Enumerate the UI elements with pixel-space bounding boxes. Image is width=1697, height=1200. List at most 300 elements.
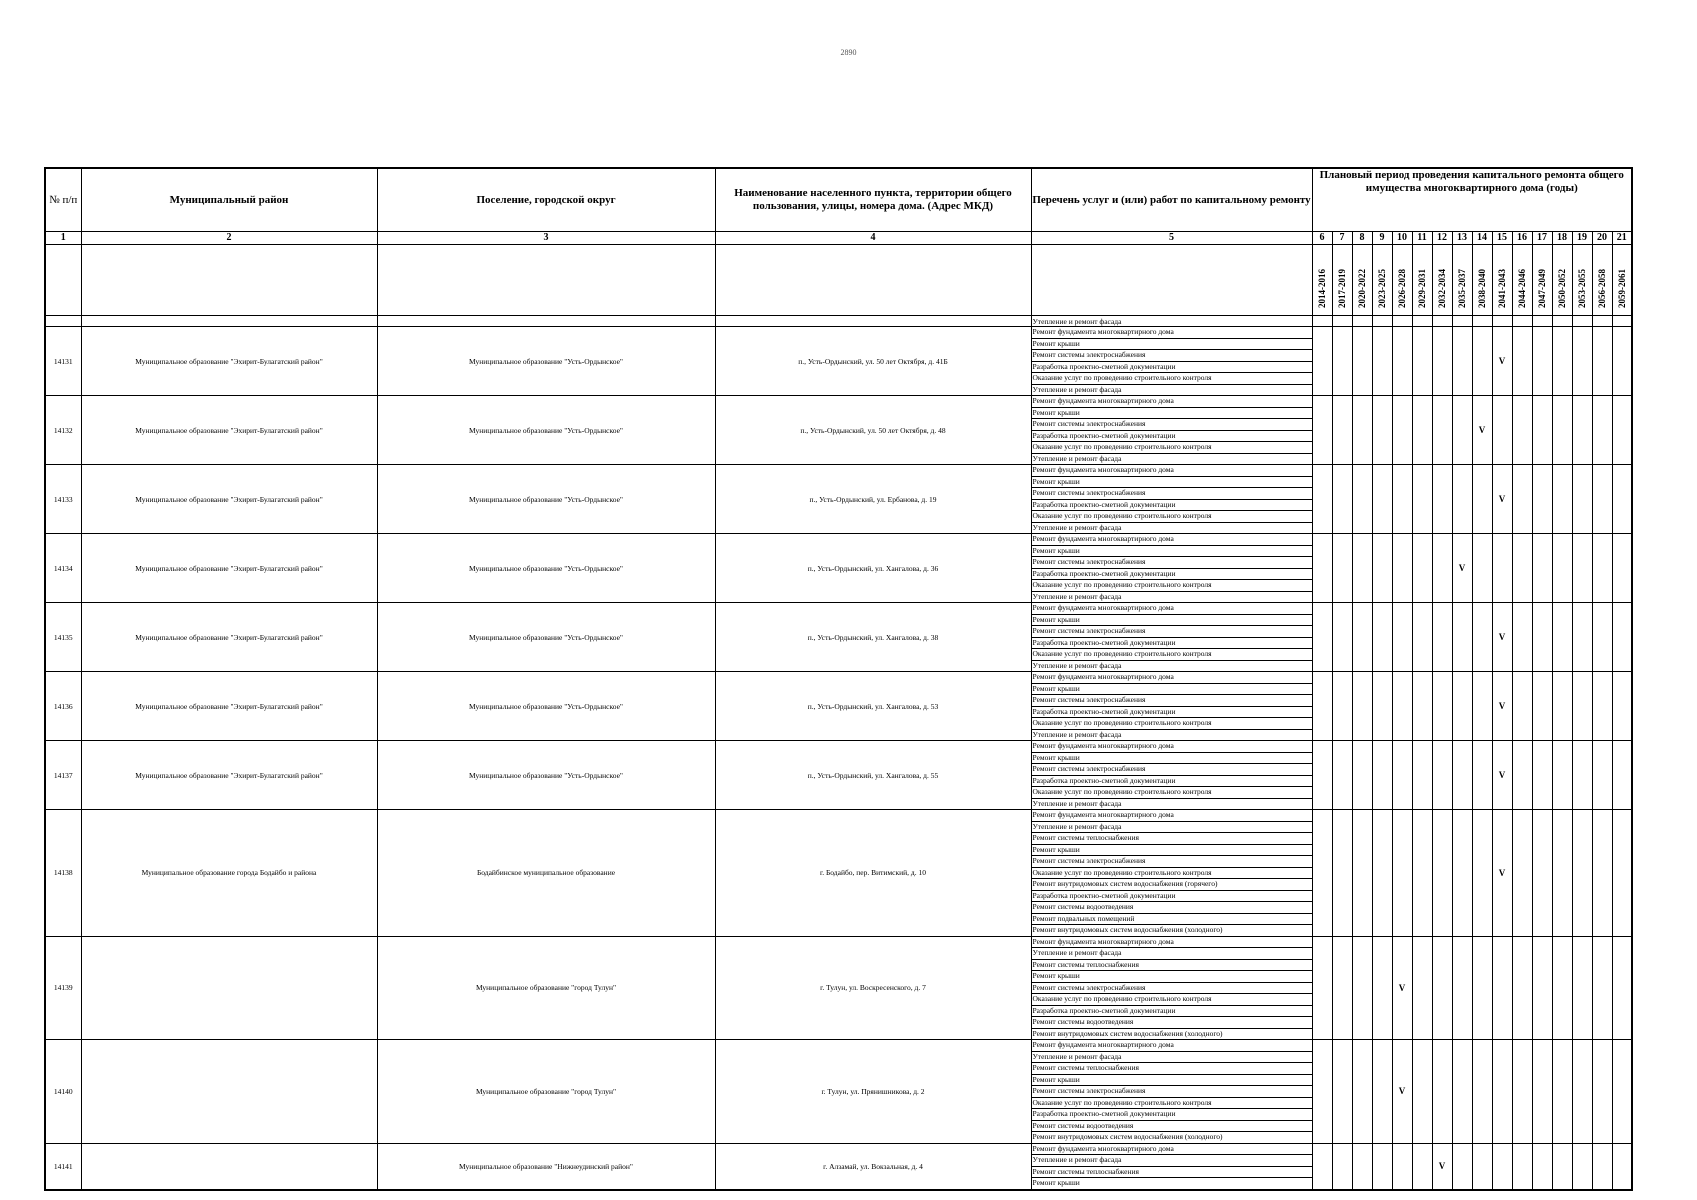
work-item: Ремонт системы электроснабжения	[1032, 695, 1312, 707]
period-cell	[1572, 936, 1592, 1040]
district-cell	[81, 1040, 377, 1144]
header-plan-period: Плановый период проведения капитального ремонта общего имущества многоквартирного дома (годы)	[1312, 168, 1632, 232]
period-label-cell	[1612, 245, 1632, 316]
work-item: Разработка проектно-сметной документации	[1032, 569, 1312, 581]
period-cell	[1312, 672, 1332, 741]
row-number: 14136	[45, 672, 81, 741]
period-cell	[1412, 936, 1432, 1040]
period-cell	[1432, 1040, 1452, 1144]
settlement-cell: Муниципальное образование "Усть-Ордынское"	[377, 327, 715, 396]
work-item: Ремонт внутридомовых систем водоснабжения (холодного)	[1032, 925, 1223, 934]
period-label-cell	[1492, 245, 1512, 316]
period-cell	[1592, 936, 1612, 1040]
empty-cell	[1532, 316, 1552, 327]
work-item: Разработка проектно-сметной документации	[1032, 1006, 1312, 1018]
empty-cell	[1512, 316, 1532, 327]
planned-period-mark: V	[1492, 327, 1512, 396]
period-cell	[1332, 534, 1352, 603]
work-item: Ремонт системы электроснабжения	[1032, 1086, 1312, 1098]
period-label-cell	[1472, 245, 1492, 316]
period-cell	[1352, 1143, 1372, 1190]
column-number: 19	[1572, 232, 1592, 245]
period-label: 2041-2043	[1496, 269, 1507, 308]
empty-cell	[1372, 316, 1392, 327]
period-cell	[1492, 534, 1512, 603]
work-item: Оказание услуг по проведению строительного контроля	[1032, 868, 1312, 880]
period-cell	[1512, 1143, 1532, 1190]
period-cell	[1592, 741, 1612, 810]
work-item: Ремонт крыши	[1032, 845, 1312, 857]
period-label-cell	[1572, 245, 1592, 316]
period-cell	[1592, 1143, 1612, 1190]
settlement-cell: Муниципальное образование "Нижнеудинский район"	[377, 1143, 715, 1190]
row-number: 14133	[45, 465, 81, 534]
period-cell	[1432, 603, 1452, 672]
period-cell	[1352, 396, 1372, 465]
period-cell	[1432, 327, 1452, 396]
settlement-cell: Муниципальное образование "Усть-Ордынское"	[377, 465, 715, 534]
period-cell	[1392, 327, 1412, 396]
work-item: Ремонт фундамента многоквартирного дома	[1032, 534, 1312, 546]
period-cell	[1572, 672, 1592, 741]
period-cell	[1592, 327, 1612, 396]
work-item: Утепление и ремонт фасада	[1032, 453, 1122, 463]
period-label: 2044-2046	[1516, 269, 1527, 308]
works-list-cell	[1031, 672, 1312, 741]
settlement-cell: Муниципальное образование "Усть-Ордынское"	[377, 603, 715, 672]
settlement-cell: Муниципальное образование "Усть-Ордынское"	[377, 672, 715, 741]
period-cell	[1432, 465, 1452, 534]
address-cell: п., Усть-Ордынский, ул. 50 лет Октября, д. 48	[715, 396, 1031, 465]
period-cell	[1472, 1040, 1492, 1144]
period-cell	[1452, 396, 1472, 465]
period-cell	[1392, 672, 1412, 741]
period-cell	[1612, 810, 1632, 937]
period-cell	[1572, 396, 1592, 465]
period-label: 2020-2022	[1356, 269, 1367, 308]
column-number-row	[45, 232, 1632, 245]
work-item: Ремонт системы водоотведения	[1032, 902, 1312, 914]
period-cell	[1472, 936, 1492, 1040]
table-body	[45, 245, 1632, 1190]
period-cell	[1332, 936, 1352, 1040]
period-cell	[1352, 1040, 1372, 1144]
period-cell	[1332, 672, 1352, 741]
empty-cell	[1572, 316, 1592, 327]
period-label-cell	[1312, 245, 1332, 316]
period-cell	[1412, 1040, 1432, 1144]
period-cell	[1392, 396, 1412, 465]
period-cell	[1532, 603, 1552, 672]
work-item: Утепление и ремонт фасада	[1032, 591, 1122, 601]
period-label: 2023-2025	[1376, 269, 1387, 308]
empty-cell	[81, 245, 377, 316]
period-cell	[1312, 936, 1332, 1040]
empty-cell	[1552, 316, 1572, 327]
period-label: 2017-2019	[1336, 269, 1347, 308]
column-number: 6	[1312, 232, 1332, 245]
header-district: Муниципальный район	[81, 168, 377, 232]
period-cell	[1552, 1040, 1572, 1144]
works-list-cell	[1031, 1143, 1312, 1190]
planned-period-mark: V	[1492, 465, 1512, 534]
period-cell	[1352, 810, 1372, 937]
period-cell	[1332, 1040, 1352, 1144]
work-item: Ремонт системы электроснабжения	[1032, 983, 1312, 995]
work-item: Ремонт фундамента многоквартирного дома	[1032, 937, 1312, 949]
empty-cell	[377, 316, 715, 327]
period-cell	[1332, 327, 1352, 396]
period-cell	[1552, 936, 1572, 1040]
work-item: Разработка проектно-сметной документации	[1032, 362, 1312, 374]
work-item: Ремонт крыши	[1032, 477, 1312, 489]
column-number: 8	[1352, 232, 1372, 245]
period-label-cell	[1592, 245, 1612, 316]
empty-cell	[1612, 316, 1632, 327]
works-list-cell	[1031, 741, 1312, 810]
address-cell: п., Усть-Ордынский, ул. Хангалова, д. 53	[715, 672, 1031, 741]
period-cell	[1452, 465, 1472, 534]
column-number: 15	[1492, 232, 1512, 245]
period-cell	[1412, 672, 1432, 741]
empty-cell	[1472, 316, 1492, 327]
period-cell	[1492, 1040, 1512, 1144]
work-item: Оказание услуг по проведению строительного контроля	[1032, 373, 1312, 385]
work-item: Разработка проектно-сметной документации	[1032, 1109, 1312, 1121]
work-item: Ремонт крыши	[1032, 753, 1312, 765]
column-number: 2	[81, 232, 377, 245]
period-cell	[1532, 936, 1552, 1040]
settlement-cell: Муниципальное образование "город Тулун"	[377, 1040, 715, 1144]
period-cell	[1592, 603, 1612, 672]
period-label: 2050-2052	[1556, 269, 1567, 308]
period-cell	[1472, 465, 1492, 534]
period-cell	[1312, 741, 1332, 810]
column-number: 5	[1031, 232, 1312, 245]
period-cell	[1512, 465, 1532, 534]
period-cell	[1532, 672, 1552, 741]
period-cell	[1512, 603, 1532, 672]
row-number: 14141	[45, 1143, 81, 1190]
column-number: 18	[1552, 232, 1572, 245]
period-cell	[1352, 936, 1372, 1040]
work-item: Ремонт фундамента многоквартирного дома	[1032, 741, 1312, 753]
period-cell	[1592, 1040, 1612, 1144]
district-cell: Муниципальное образование "Эхирит-Булагатский район"	[81, 603, 377, 672]
work-item: Ремонт системы теплоснабжения	[1032, 960, 1312, 972]
planned-period-mark: V	[1392, 936, 1412, 1040]
work-item: Оказание услуг по проведению строительного контроля	[1032, 511, 1312, 523]
work-item: Ремонт фундамента многоквартирного дома	[1032, 465, 1312, 477]
period-cell	[1572, 465, 1592, 534]
column-number: 7	[1332, 232, 1352, 245]
period-cell	[1412, 810, 1432, 937]
address-cell: г. Бодайбо, пер. Витимский, д. 10	[715, 810, 1031, 937]
period-cell	[1332, 1143, 1352, 1190]
settlement-cell: Муниципальное образование "Усть-Ордынское"	[377, 396, 715, 465]
period-cell	[1312, 465, 1332, 534]
table-row	[45, 810, 1632, 937]
column-number: 10	[1392, 232, 1412, 245]
period-cell	[1612, 672, 1632, 741]
period-cell	[1312, 327, 1332, 396]
period-cell	[1392, 603, 1412, 672]
period-label: 2038-2040	[1476, 269, 1487, 308]
row-number: 14139	[45, 936, 81, 1040]
work-item: Утепление и ремонт фасада	[1032, 1052, 1312, 1064]
period-cell	[1372, 534, 1392, 603]
table-row	[45, 936, 1632, 1040]
work-item: Ремонт крыши	[1032, 971, 1312, 983]
empty-cell	[1412, 316, 1432, 327]
period-cell	[1312, 1040, 1332, 1144]
empty-cell	[1392, 316, 1412, 327]
period-label: 2047-2049	[1536, 269, 1547, 308]
period-cell	[1552, 672, 1572, 741]
period-cell	[1352, 534, 1372, 603]
period-cell	[1572, 741, 1592, 810]
period-cell	[1372, 936, 1392, 1040]
period-cell	[1512, 396, 1532, 465]
address-cell: п., Усть-Ордынский, ул. Хангалова, д. 38	[715, 603, 1031, 672]
work-item: Разработка проектно-сметной документации	[1032, 431, 1312, 443]
empty-cell	[1492, 316, 1512, 327]
district-cell: Муниципальное образование "Эхирит-Булагатский район"	[81, 672, 377, 741]
address-cell: г. Тулун, ул. Прянишникова, д. 2	[715, 1040, 1031, 1144]
period-cell	[1472, 1143, 1492, 1190]
row-number: 14135	[45, 603, 81, 672]
address-cell: г. Алзамай, ул. Вокзальная, д. 4	[715, 1143, 1031, 1190]
work-item: Ремонт системы водоотведения	[1032, 1017, 1312, 1029]
period-cell	[1612, 1040, 1632, 1144]
header-number: № п/п	[45, 168, 81, 232]
planned-period-mark: V	[1432, 1143, 1452, 1190]
period-cell	[1532, 1040, 1552, 1144]
planned-period-mark: V	[1492, 741, 1512, 810]
period-cell	[1412, 396, 1432, 465]
empty-cell	[377, 245, 715, 316]
period-cell	[1512, 810, 1532, 937]
work-item: Ремонт крыши	[1032, 1075, 1312, 1087]
period-cell	[1552, 1143, 1572, 1190]
works-list-cell	[1031, 465, 1312, 534]
table-row	[45, 534, 1632, 603]
works-list-cell	[1031, 1040, 1312, 1144]
period-label-cell	[1352, 245, 1372, 316]
period-cell	[1452, 1040, 1472, 1144]
work-item: Ремонт фундамента многоквартирного дома	[1032, 1040, 1312, 1052]
period-cell	[1532, 534, 1552, 603]
period-cell	[1312, 534, 1332, 603]
period-cell	[1452, 327, 1472, 396]
period-cell	[1572, 603, 1592, 672]
period-cell	[1592, 672, 1612, 741]
empty-cell	[715, 316, 1031, 327]
period-cell	[1592, 534, 1612, 603]
address-cell: п., Усть-Ордынский, ул. 50 лет Октября, д. 41Б	[715, 327, 1031, 396]
period-cell	[1412, 465, 1432, 534]
period-cell	[1552, 396, 1572, 465]
period-cell	[1432, 741, 1452, 810]
period-cell	[1552, 810, 1572, 937]
column-number: 21	[1612, 232, 1632, 245]
period-label-cell	[1372, 245, 1392, 316]
period-cell	[1392, 465, 1412, 534]
table-row	[45, 603, 1632, 672]
work-item: Ремонт системы теплоснабжения	[1032, 1063, 1312, 1075]
page-number: 2890	[840, 48, 857, 57]
work-item: Ремонт внутридомовых систем водоснабжения (горячего)	[1032, 879, 1312, 891]
period-cell	[1352, 327, 1372, 396]
period-cell	[1552, 327, 1572, 396]
period-cell	[1612, 465, 1632, 534]
column-number: 14	[1472, 232, 1492, 245]
period-cell	[1592, 810, 1612, 937]
period-cell	[1472, 741, 1492, 810]
period-cell	[1532, 396, 1552, 465]
period-cell	[1352, 465, 1372, 534]
period-cell	[1492, 1143, 1512, 1190]
period-cell	[1392, 1143, 1412, 1190]
period-cell	[1572, 810, 1592, 937]
column-number: 12	[1432, 232, 1452, 245]
work-item: Разработка проектно-сметной документации	[1032, 638, 1312, 650]
work-item: Ремонт внутридомовых систем водоснабжения (холодного)	[1032, 1028, 1223, 1038]
period-cell	[1312, 810, 1332, 937]
work-item: Оказание услуг по проведению строительного контроля	[1032, 649, 1312, 661]
period-cell	[1552, 603, 1572, 672]
row-number: 14132	[45, 396, 81, 465]
period-cell	[1312, 603, 1332, 672]
works-list-cell	[1031, 936, 1312, 1040]
period-cell	[1372, 1143, 1392, 1190]
table-row	[45, 327, 1632, 396]
work-item: Утепление и ремонт фасада	[1032, 798, 1122, 808]
column-number: 20	[1592, 232, 1612, 245]
district-cell: Муниципальное образование "Эхирит-Булагатский район"	[81, 534, 377, 603]
period-cell	[1532, 810, 1552, 937]
period-cell	[1372, 810, 1392, 937]
period-cell	[1572, 534, 1592, 603]
period-cell	[1332, 810, 1352, 937]
period-cell	[1352, 672, 1372, 741]
work-item: Разработка проектно-сметной документации	[1032, 891, 1312, 903]
header-address: Наименование населенного пункта, территории общего пользования, улицы, номера дома. (Адрес МКД)	[715, 168, 1031, 232]
work-item: Разработка проектно-сметной документации	[1032, 776, 1312, 788]
period-cell	[1372, 672, 1392, 741]
period-cell	[1432, 936, 1452, 1040]
period-cell	[1512, 327, 1532, 396]
row-number: 14137	[45, 741, 81, 810]
header-settlement: Поселение, городской округ	[377, 168, 715, 232]
settlement-cell: Муниципальное образование "город Тулун"	[377, 936, 715, 1040]
period-cell	[1612, 936, 1632, 1040]
period-label-cell	[1332, 245, 1352, 316]
period-label: 2032-2034	[1436, 269, 1447, 308]
period-cell	[1432, 534, 1452, 603]
period-cell	[1612, 603, 1632, 672]
period-label-cell	[1512, 245, 1532, 316]
work-item: Ремонт системы электроснабжения	[1032, 764, 1312, 776]
period-cell	[1452, 1143, 1472, 1190]
work-item: Оказание услуг по проведению строительного контроля	[1032, 1098, 1312, 1110]
period-cell	[1332, 396, 1352, 465]
column-number: 3	[377, 232, 715, 245]
row-number: 14131	[45, 327, 81, 396]
settlement-cell: Муниципальное образование "Усть-Ордынское"	[377, 741, 715, 810]
works-list-cell	[1031, 327, 1312, 396]
period-cell	[1332, 741, 1352, 810]
period-cell	[1392, 810, 1412, 937]
period-cell	[1512, 1040, 1532, 1144]
period-cell	[1552, 534, 1572, 603]
planned-period-mark: V	[1492, 810, 1512, 937]
period-cell	[1412, 327, 1432, 396]
period-cell	[1512, 534, 1532, 603]
period-label: 2059-2061	[1616, 269, 1627, 308]
period-cell	[1512, 741, 1532, 810]
period-label-row	[45, 245, 1632, 316]
column-number: 17	[1532, 232, 1552, 245]
period-cell	[1432, 396, 1452, 465]
address-cell: г. Тулун, ул. Воскресенского, д. 7	[715, 936, 1031, 1040]
work-item: Разработка проектно-сметной документации	[1032, 707, 1312, 719]
empty-cell	[1312, 316, 1332, 327]
work-item: Утепление и ремонт фасада	[1032, 822, 1312, 834]
period-cell	[1312, 1143, 1332, 1190]
period-label-cell	[1432, 245, 1452, 316]
column-number: 1	[45, 232, 81, 245]
work-item: Ремонт системы электроснабжения	[1032, 856, 1312, 868]
period-label: 2026-2028	[1396, 269, 1407, 308]
work-item: Оказание услуг по проведению строительного контроля	[1032, 718, 1312, 730]
row-number: 14140	[45, 1040, 81, 1144]
table-row	[45, 672, 1632, 741]
header-works: Перечень услуг и (или) работ по капитальному ремонту	[1031, 168, 1312, 232]
work-item: Ремонт фундамента многоквартирного дома	[1032, 672, 1312, 684]
period-label: 2053-2055	[1576, 269, 1587, 308]
district-cell	[81, 936, 377, 1040]
period-cell	[1612, 741, 1632, 810]
period-cell	[1572, 1040, 1592, 1144]
work-item: Оказание услуг по проведению строительного контроля	[1032, 994, 1312, 1006]
period-cell	[1532, 741, 1552, 810]
period-cell	[1412, 741, 1432, 810]
period-cell	[1452, 672, 1472, 741]
works-list-cell	[1031, 534, 1312, 603]
works-list-cell	[1031, 396, 1312, 465]
work-item: Ремонт фундамента многоквартирного дома	[1032, 810, 1312, 822]
table-row	[45, 396, 1632, 465]
work-item: Ремонт фундамента многоквартирного дома	[1032, 1144, 1312, 1156]
work-item: Ремонт системы электроснабжения	[1032, 626, 1312, 638]
column-number: 16	[1512, 232, 1532, 245]
works-list-cell	[1031, 810, 1312, 937]
work-item: Ремонт системы электроснабжения	[1032, 419, 1312, 431]
header-row	[45, 168, 1632, 232]
planned-period-mark: V	[1492, 672, 1512, 741]
empty-cell	[1592, 316, 1612, 327]
work-item: Ремонт крыши	[1032, 1178, 1080, 1187]
table-row	[45, 465, 1632, 534]
work-item: Ремонт системы теплоснабжения	[1032, 833, 1312, 845]
empty-cell	[1352, 316, 1372, 327]
period-cell	[1332, 465, 1352, 534]
period-cell	[1412, 534, 1432, 603]
period-label-cell	[1532, 245, 1552, 316]
period-cell	[1532, 327, 1552, 396]
period-label: 2056-2058	[1596, 269, 1607, 308]
